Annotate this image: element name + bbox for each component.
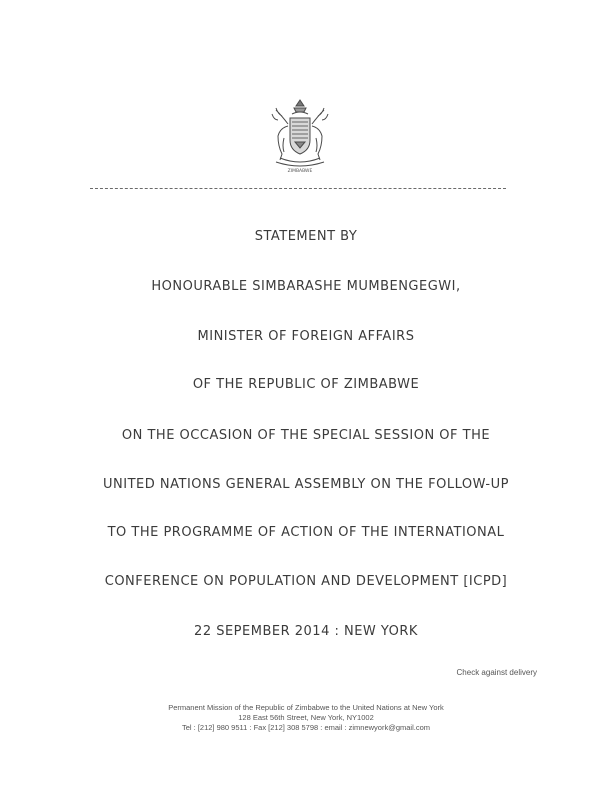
footer-contact: Tel : [212] 980 9511 : Fax [212] 308 5798 : email : zimnewyork@gmail.com: [181, 723, 431, 732]
title-line-4: OF THE REPUBLIC OF ZIMBABWE: [192, 377, 420, 392]
title-line-3: MINISTER OF FOREIGN AFFAIRS: [197, 329, 415, 344]
check-against-delivery-note: Check against delivery: [456, 668, 537, 677]
title-line-9: 22 SEPEMBER 2014 : NEW YORK: [194, 624, 418, 639]
emblem-caption: ZIMBABWE: [287, 169, 313, 174]
title-line-5: ON THE OCCASION OF THE SPECIAL SESSION OF THE: [121, 428, 491, 443]
header-divider: [90, 188, 506, 189]
title-line-8: CONFERENCE ON POPULATION AND DEVELOPMENT [ICPD]: [104, 574, 508, 589]
zimbabwe-coat-of-arms-icon: [262, 96, 338, 176]
footer-mission-name: Permanent Mission of the Republic of Zimbabwe to the United Nations at New York: [168, 703, 444, 712]
title-line-7: TO THE PROGRAMME OF ACTION OF THE INTERNATIONAL: [107, 525, 505, 540]
title-line-2: HONOURABLE SIMBARASHE MUMBENGEGWI,: [151, 279, 461, 294]
title-line-6: UNITED NATIONS GENERAL ASSEMBLY ON THE FOLLOW-UP: [103, 477, 509, 492]
coat-of-arms-emblem: [262, 96, 338, 176]
title-line-1: STATEMENT BY: [254, 229, 358, 244]
footer-address: 128 East 56th Street, New York, NY1002: [238, 713, 374, 722]
